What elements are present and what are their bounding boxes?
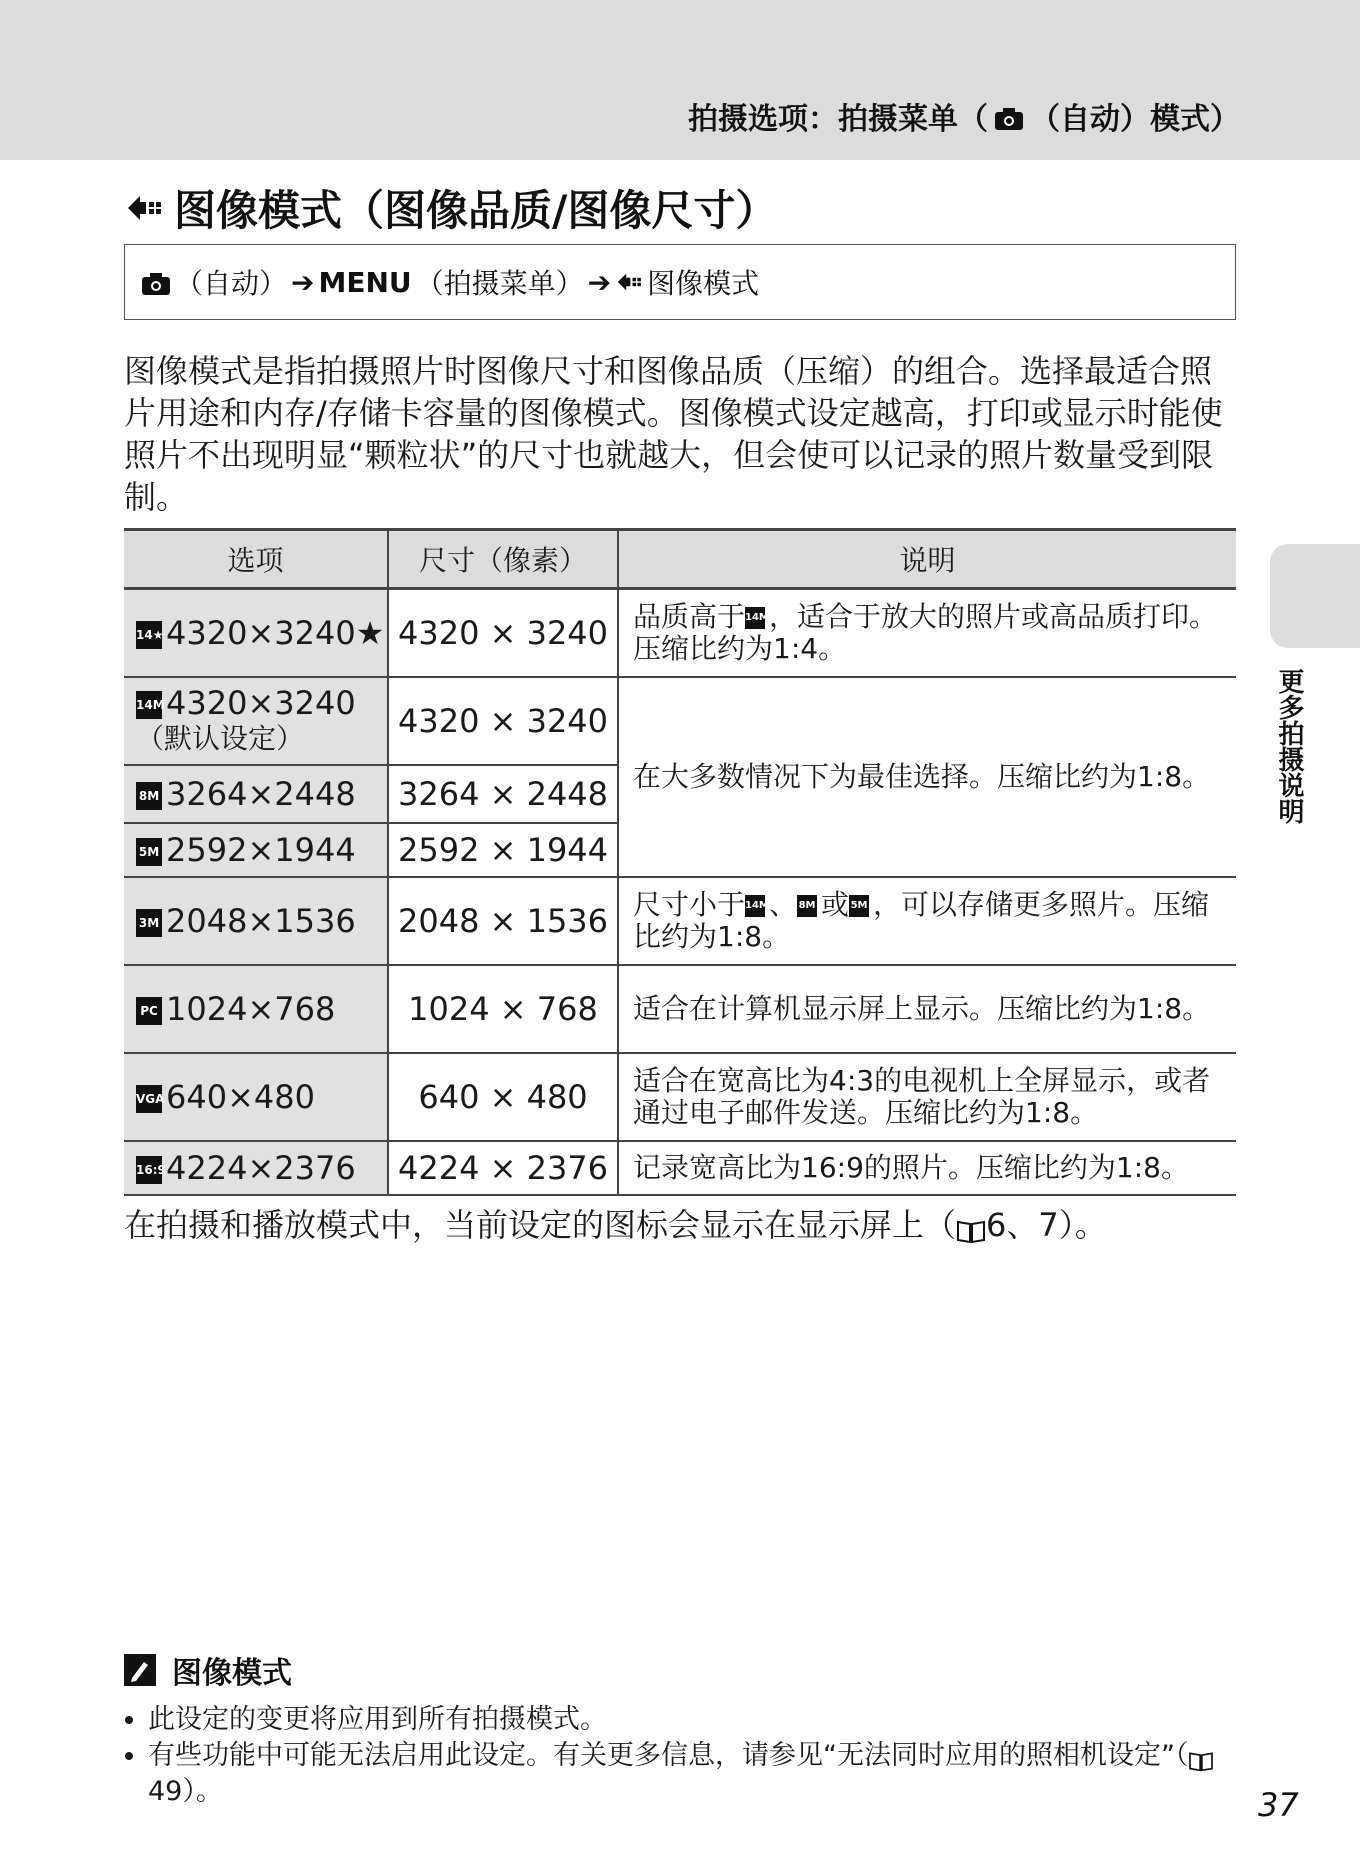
description-text: 或	[821, 887, 850, 921]
quality-16-9-icon: 16:9	[136, 1156, 162, 1184]
quality-vga-icon: VGA	[136, 1085, 162, 1113]
size-cell: 4224 × 2376	[388, 1141, 618, 1195]
table-header-row	[124, 530, 1236, 589]
breadcrumb-prefix: 拍摄选项：拍摄菜单（	[688, 102, 988, 137]
option-value: 4320×3240	[166, 683, 356, 722]
image-mode-table	[124, 528, 1236, 1196]
camera-icon	[141, 270, 171, 294]
note-text: 有些功能中可能无法启用此设定。有关更多信息，请参见“无法同时应用的照相机设定”（	[148, 1740, 1189, 1771]
nav-auto: （自动）	[175, 267, 288, 300]
list-item	[148, 1738, 1224, 1810]
book-icon	[1188, 1746, 1214, 1768]
navigation-path	[124, 244, 1236, 320]
note-list	[124, 1702, 1224, 1810]
breadcrumb-suffix: （自动）模式）	[1030, 102, 1240, 137]
option-value: 2048×1536	[166, 901, 356, 940]
size-cell: 3264 × 2448	[388, 765, 618, 823]
header-description: 说明	[618, 530, 1236, 589]
option-cell	[124, 877, 388, 965]
quality-14m-icon: 14M	[745, 895, 765, 917]
description-text: 品质高于	[633, 599, 746, 633]
intro-text: 图像模式是指拍摄照片时图像尺寸和图像品质（压缩）的组合。选择最适合照片用途和内存/存储卡容量的图像模式。图像模式设定越高，打印或显示时能使照片不出现明显“颗粒状”的尺寸也就越大，但会使可以记录的照片数量受到限制。	[124, 352, 1223, 516]
description-cell	[618, 877, 1236, 965]
option-value: 640×480	[166, 1077, 315, 1116]
option-cell	[124, 823, 388, 877]
footnote-text: 在拍摄和播放模式中，当前设定的图标会显示在显示屏上（	[124, 1206, 957, 1244]
option-cell	[124, 965, 388, 1053]
note-title-text: 图像模式	[172, 1656, 292, 1691]
size-cell: 1024 × 768	[388, 965, 618, 1053]
image-mode-icon	[615, 268, 643, 296]
list-item: • 此设定的变更将应用到所有拍摄模式。	[148, 1702, 1224, 1738]
footnote	[124, 1200, 1107, 1246]
table-row	[124, 1053, 1236, 1141]
quality-14-star-icon: 14★	[136, 621, 162, 649]
option-value: 4320×3240★	[166, 613, 385, 652]
size-cell: 2048 × 1536	[388, 877, 618, 965]
option-value: 1024×768	[166, 989, 336, 1028]
book-icon	[956, 1214, 986, 1240]
description-text: 、	[769, 887, 798, 921]
quality-8m-icon: 8M	[136, 782, 162, 810]
page-title-text: 图像模式（图像品质/图像尺寸）	[174, 186, 778, 235]
quality-14m-icon: 14M	[136, 691, 162, 719]
option-cell	[124, 765, 388, 823]
camera-icon	[994, 104, 1024, 128]
option-cell	[124, 677, 388, 765]
description-cell	[618, 589, 1236, 677]
page-title	[124, 178, 777, 238]
table-row	[124, 1141, 1236, 1195]
footnote-ref: 6、7）。	[986, 1206, 1107, 1244]
page-number: 37	[1258, 1786, 1299, 1824]
intro-paragraph	[124, 350, 1236, 518]
image-mode-icon	[124, 188, 164, 228]
description-text: ，适合于放大的照片或高品质打印。压缩比约为1:4。	[633, 599, 1218, 665]
pencil-icon	[124, 1654, 156, 1686]
size-cell: 4320 × 3240	[388, 589, 618, 677]
option-value: 2592×1944	[166, 830, 356, 869]
table-row	[124, 965, 1236, 1053]
note-ref: 49）。	[148, 1776, 223, 1807]
nav-image-mode: 图像模式	[647, 267, 760, 300]
nav-menu: MENU	[318, 265, 412, 299]
header-option: 选项	[124, 530, 388, 589]
section-label: 更多拍摄说明	[1274, 668, 1304, 824]
table-row	[124, 877, 1236, 965]
option-cell	[124, 589, 388, 677]
header-size: 尺寸（像素）	[388, 530, 618, 589]
nav-arrow: ➔	[291, 265, 315, 299]
section-tab	[1270, 544, 1360, 648]
quality-5m-icon: 5M	[849, 895, 869, 917]
description-text: ，可以存储更多照片。压缩比约为1:8。	[633, 887, 1210, 953]
quality-3m-icon: 3M	[136, 909, 162, 937]
option-value: 3264×2448	[166, 774, 356, 813]
option-note: （默认设定）	[136, 721, 305, 755]
size-cell: 4320 × 3240	[388, 677, 618, 765]
nav-arrow: ➔	[587, 265, 612, 299]
breadcrumb	[688, 94, 1240, 138]
description-cell: 适合在宽高比为4:3的电视机上全屏显示，或者通过电子邮件发送。压缩比约为1:8。	[618, 1053, 1236, 1141]
nav-shooting-menu: （拍摄菜单）	[415, 267, 584, 300]
table-row	[124, 589, 1236, 677]
size-cell: 640 × 480	[388, 1053, 618, 1141]
quality-14m-icon: 14M	[745, 607, 765, 629]
size-cell: 2592 × 1944	[388, 823, 618, 877]
quality-8m-icon: 8M	[797, 895, 817, 917]
option-cell	[124, 1053, 388, 1141]
option-cell	[124, 1141, 388, 1195]
description-text: 尺寸小于	[633, 887, 746, 921]
quality-pc-icon: PC	[136, 997, 162, 1025]
description-cell: 适合在计算机显示屏上显示。压缩比约为1:8。	[618, 965, 1236, 1053]
description-cell: 在大多数情况下为最佳选择。压缩比约为1:8。	[618, 677, 1236, 877]
option-value: 4224×2376	[166, 1148, 356, 1187]
note-title	[124, 1648, 292, 1692]
quality-5m-icon: 5M	[136, 838, 162, 866]
description-cell: 记录宽高比为16:9的照片。压缩比约为1:8。	[618, 1141, 1236, 1195]
table-row	[124, 677, 1236, 765]
